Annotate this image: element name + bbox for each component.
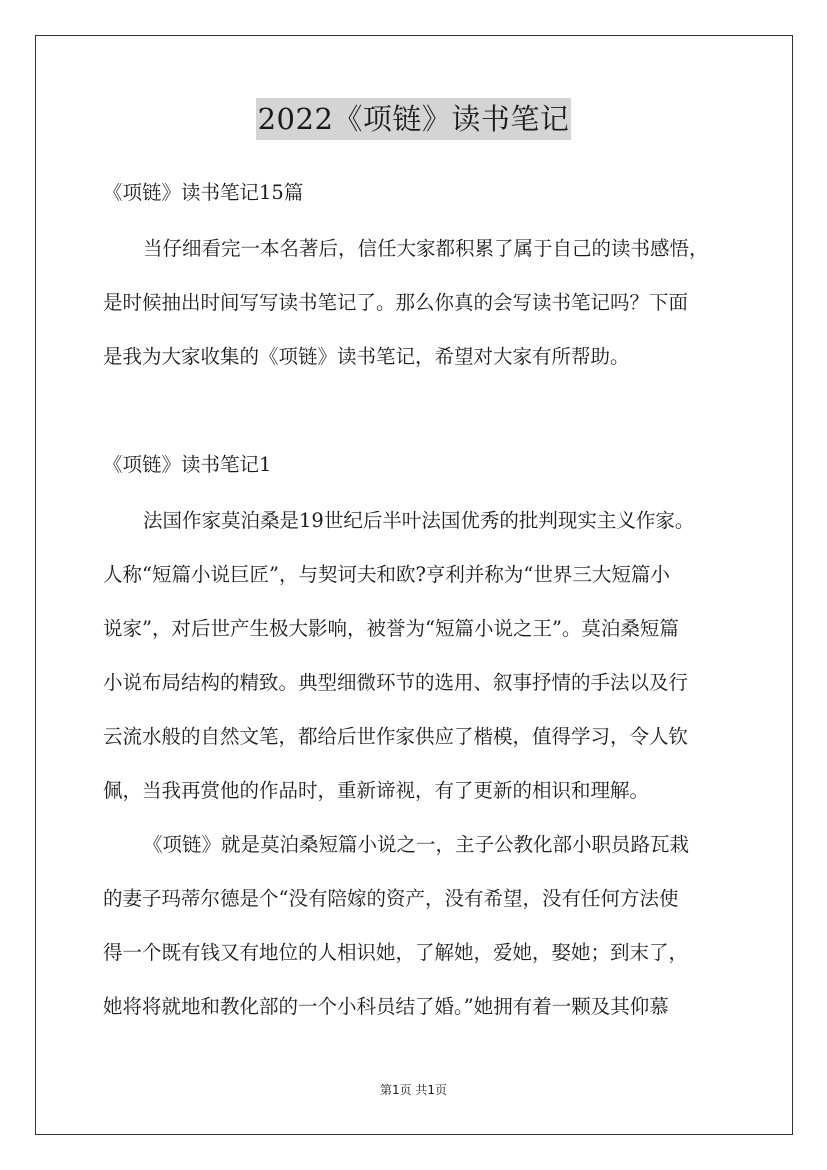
para2-line-1: 《项链》就是莫泊桑短篇小说之一，主子公教化部小职员路瓦栽 [143,833,690,856]
section-heading: 《项链》读书笔记1 [103,453,272,476]
title-block [0,98,827,140]
para2-line-2: 的妻子玛蒂尔德是个“没有陪嫁的资产，没有希望，没有任何方法使 [103,887,679,910]
para1-line-2: 人称“短篇小说巨匠”，与契诃夫和欧?亨利并称为“世界三大短篇小 [103,563,670,586]
para1-line-1: 法国作家莫泊桑是19世纪后半叶法国优秀的批判现实主义作家。 [143,509,695,532]
para1-line-5: 云流水般的自然文笔，都给后世作家供应了楷模，值得学习，令人钦 [103,725,689,748]
page-footer: 第1页 共1页 [379,1083,448,1097]
para1-line-3: 说家”，对后世产生极大影响，被誉为“短篇小说之王”。莫泊桑短篇 [103,617,679,640]
document-subtitle: 《项链》读书笔记15篇 [103,181,304,204]
para1-line-4: 小说布局结构的精致。典型细微环节的选用、叙事抒情的手法以及行 [103,671,689,694]
para2-line-4: 她将将就地和教化部的一个小科员结了婚。”她拥有着一颗及其仰慕 [103,995,669,1018]
intro-line-2: 是时候抽出时间写写读书笔记了。那么你真的会写读书笔记吗？下面 [103,291,689,314]
para1-line-6: 佩，当我再赏他的作品时，重新谛视，有了更新的相识和理解。 [103,779,650,802]
document-title: 2022《项链》读书笔记 [256,98,572,140]
intro-line-1: 当仔细看完一本名著后，信任大家都积累了属于自己的读书感悟， [143,237,709,260]
para2-line-3: 得一个既有钱又有地位的人相识她，了解她，爱她，娶她；到末了， [103,941,689,964]
intro-line-3: 是我为大家收集的《项链》读书笔记，希望对大家有所帮助。 [103,345,630,368]
